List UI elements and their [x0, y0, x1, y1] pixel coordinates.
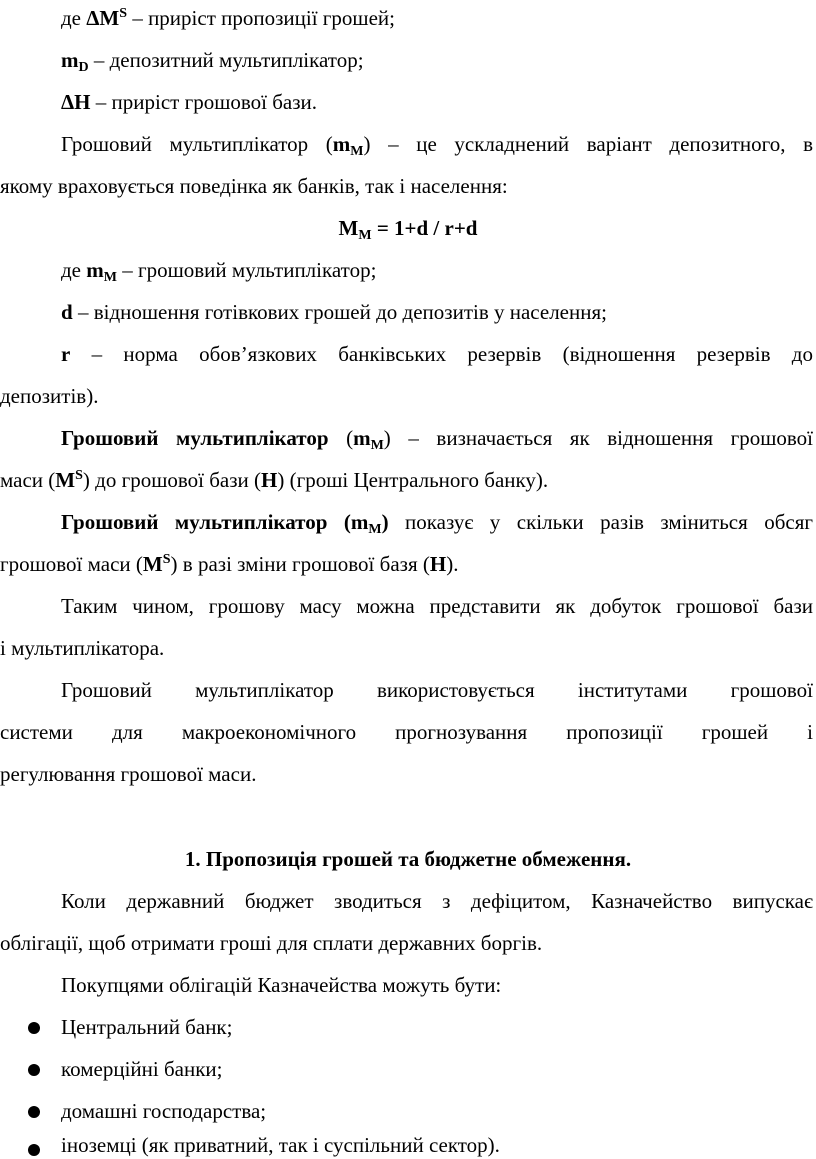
- para-shows-line1: Грошовий мультиплікатор $(m_M)$ показує у скільки разів зміниться обсяг: [61, 510, 813, 537]
- section-heading: 1. Пропозиція грошей та бюджетне обмеження.: [184, 847, 632, 871]
- def-mm: де $m_M$ – грошовий мультиплікатор;: [61, 258, 377, 285]
- para-money-multiplier-line2: якому враховується поведінка як банків, так і населення:: [0, 174, 508, 198]
- list-item: Центральний банк;: [61, 1015, 233, 1039]
- para-buyers: Покупцями облігацій Казначейства можуть бути:: [61, 973, 502, 997]
- para-usage-line3: регулювання грошової маси.: [0, 762, 257, 786]
- formula: $M_M = 1+d / r+d$: [338, 216, 478, 243]
- symbol-delta-m: ΔM: [86, 6, 120, 30]
- para-definition-line1: Грошовий мультиплікатор $(m_M)$ – визначається як відношення грошової: [61, 426, 814, 453]
- para-thus-line2: і мультиплікатора.: [0, 636, 165, 660]
- para-deficit-line1: Коли державний бюджет зводиться з дефіцитом, Казначейство випускає: [61, 889, 813, 913]
- bullet-icon: [28, 1144, 40, 1156]
- def-md: $m_D$ – депозитний мультиплікатор;: [61, 48, 364, 75]
- para-thus-line1: Таким чином, грошову масу можна представити як добуток грошової бази: [61, 594, 813, 618]
- para-usage-line2: системи для макроекономічного прогнозування пропозиції грошей і: [0, 720, 813, 744]
- bullet-icon: [28, 1106, 40, 1118]
- para-deficit-line2: облігації, щоб отримати гроші для сплати державних боргів.: [0, 931, 543, 955]
- bullet-icon: [28, 1022, 40, 1034]
- para-shows-line2: грошової маси $(M^S)$ в разі зміни грошової базя (H).: [0, 552, 459, 576]
- para-usage-line1: Грошовий мультиплікатор використовується інститутами грошової: [61, 678, 813, 702]
- def-d: d – відношення готівкових грошей до депозитів у населення;: [61, 300, 607, 324]
- para-definition-line2: маси $(M^S)$ до грошової бази (H) (гроші Центрального банку).: [0, 468, 549, 492]
- def-delta-ms: де $\Delta M^S$ – приріст пропозиції грошей;: [61, 6, 395, 30]
- def-r-line2: депозитів).: [0, 384, 99, 408]
- list-item: домашні господарства;: [61, 1099, 267, 1123]
- def-delta-h: ΔH – приріст грошової бази.: [61, 90, 318, 114]
- bullet-icon: [28, 1064, 40, 1076]
- para-money-multiplier-line1: Грошовий мультиплікатор $(m_M)$ – це ускладнений варіант депозитного, в: [61, 132, 813, 159]
- def-r-line1: r – норма обов’язкових банківських резервів (відношення резервів до: [61, 342, 813, 366]
- list-item: іноземці (як приватний, так і суспільний сектор).: [61, 1133, 500, 1157]
- list-item: комерційні банки;: [61, 1057, 223, 1081]
